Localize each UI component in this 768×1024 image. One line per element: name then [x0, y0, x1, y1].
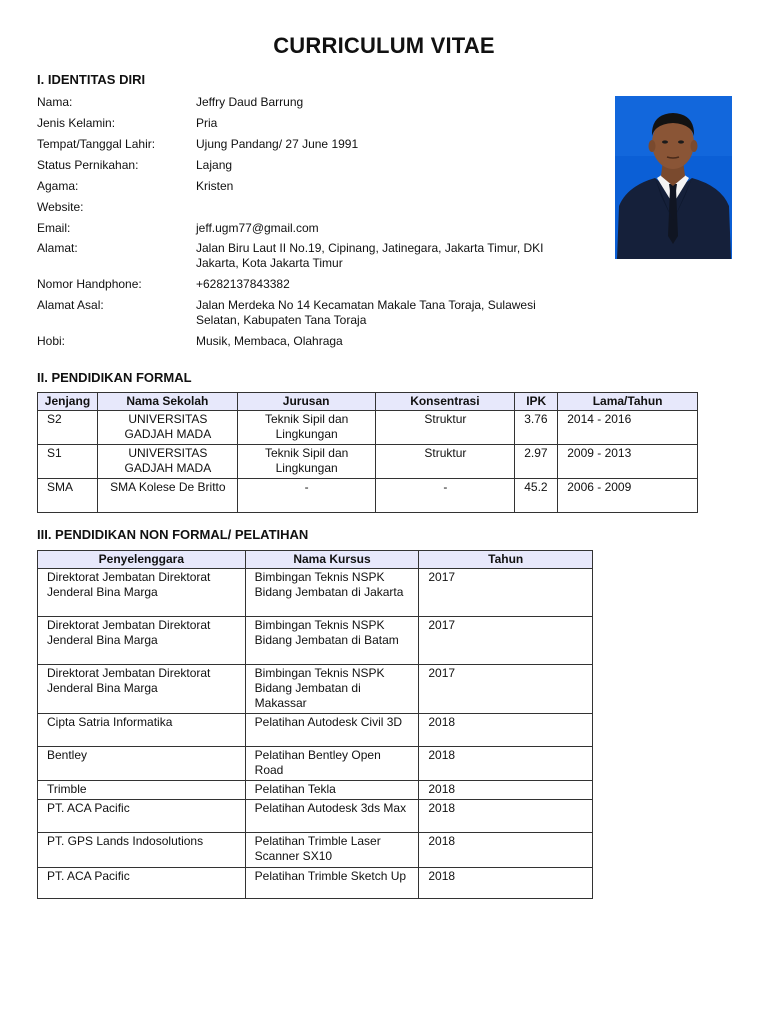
cell-nama-kursus: Pelatihan Autodesk 3ds Max: [245, 800, 419, 833]
cell-nama-kursus: Pelatihan Tekla: [245, 781, 419, 800]
cell-lama-tahun: 2006 - 2009: [558, 479, 698, 513]
column-header-nama-sekolah: Nama Sekolah: [97, 393, 237, 411]
value-tempat-tanggal-lahir: Ujung Pandang/ 27 June 1991: [196, 137, 359, 151]
label-alamat-asal: Alamat Asal:: [37, 298, 104, 312]
label-tempat-tanggal-lahir: Tempat/Tanggal Lahir:: [37, 137, 156, 151]
column-header-nama-kursus: Nama Kursus: [245, 551, 419, 569]
cell-nama-sekolah: SMA Kolese De Britto: [97, 479, 237, 513]
cell-nama-sekolah: UNIVERSITAS GADJAH MADA: [97, 411, 237, 445]
cell-tahun: 2018: [419, 833, 593, 868]
cell-penyelenggara: PT. ACA Pacific: [38, 800, 246, 833]
table-header-row: [38, 393, 698, 411]
value-nomor-handphone: +6282137843382: [196, 277, 290, 291]
column-header-jenjang: Jenjang: [38, 393, 98, 411]
formal-education-table: [37, 392, 698, 513]
table-row: [38, 479, 698, 513]
label-nama: Nama:: [37, 95, 73, 109]
table-row: [38, 665, 593, 714]
cell-penyelenggara: PT. ACA Pacific: [38, 868, 246, 899]
label-agama: Agama:: [37, 179, 79, 193]
column-header-konsentrasi: Konsentrasi: [375, 393, 515, 411]
label-alamat: Alamat:: [37, 241, 78, 255]
table-row: [38, 868, 593, 899]
cell-jenjang: SMA: [38, 479, 98, 513]
column-header-ipk: IPK: [515, 393, 558, 411]
value-status-pernikahan: Lajang: [196, 158, 233, 172]
profile-photo: [615, 96, 732, 259]
column-header-lama-tahun: Lama/Tahun: [558, 393, 698, 411]
label-jenis-kelamin: Jenis Kelamin:: [37, 116, 116, 130]
label-status-pernikahan: Status Pernikahan:: [37, 158, 139, 172]
cell-jurusan: -: [237, 479, 375, 513]
cell-nama-kursus: Pelatihan Autodesk Civil 3D: [245, 714, 419, 747]
table-row: [38, 411, 698, 445]
cell-nama-kursus: Bimbingan Teknis NSPK Bidang Jembatan di Makassar: [245, 665, 419, 714]
table-row: [38, 747, 593, 781]
cell-tahun: 2017: [419, 665, 593, 714]
table-row: [38, 445, 698, 479]
cell-konsentrasi: Struktur: [375, 411, 515, 445]
value-jenis-kelamin: Pria: [196, 116, 218, 130]
cell-nama-kursus: Bimbingan Teknis NSPK Bidang Jembatan di Batam: [245, 617, 419, 665]
cell-jenjang: S1: [38, 445, 98, 479]
table-row: [38, 800, 593, 833]
section-identitas-heading: I. IDENTITAS DIRI: [37, 72, 146, 87]
cell-penyelenggara: Direktorat Jembatan Direktorat Jenderal Bina Marga: [38, 617, 246, 665]
cell-ipk: 2.97: [515, 445, 558, 479]
cell-penyelenggara: Direktorat Jembatan Direktorat Jenderal Bina Marga: [38, 665, 246, 714]
cell-penyelenggara: Cipta Satria Informatika: [38, 714, 246, 747]
training-table: [37, 550, 593, 899]
value-email: jeff.ugm77@gmail.com: [196, 221, 319, 235]
cell-ipk: 45.2: [515, 479, 558, 513]
label-website: Website:: [37, 200, 84, 214]
cell-tahun: 2017: [419, 617, 593, 665]
cell-penyelenggara: PT. GPS Lands Indosolutions: [38, 833, 246, 868]
cell-tahun: 2018: [419, 781, 593, 800]
section-nonformal-heading: III. PENDIDIKAN NON FORMAL/ PELATIHAN: [37, 527, 309, 542]
value-hobi: Musik, Membaca, Olahraga: [196, 334, 343, 348]
cell-tahun: 2018: [419, 868, 593, 899]
column-header-penyelenggara: Penyelenggara: [38, 551, 246, 569]
profile-photo-illustration: [615, 96, 732, 259]
table-header-row: [38, 551, 593, 569]
cell-nama-kursus: Bimbingan Teknis NSPK Bidang Jembatan di Jakarta: [245, 569, 419, 617]
cell-jurusan: Teknik Sipil dan Lingkungan: [237, 411, 375, 445]
cell-tahun: 2018: [419, 714, 593, 747]
cell-jenjang: S2: [38, 411, 98, 445]
document-title: CURRICULUM VITAE: [273, 33, 495, 58]
value-alamat: Jalan Biru Laut II No.19, Cipinang, Jatinegara, Jakarta Timur, DKI Jakarta, Kota Jakarta Timur: [196, 241, 544, 270]
cell-tahun: 2017: [419, 569, 593, 617]
label-email: Email:: [37, 221, 71, 235]
cell-konsentrasi: Struktur: [375, 445, 515, 479]
value-alamat-asal: Jalan Merdeka No 14 Kecamatan Makale Tana Toraja, Sulawesi Selatan, Kabupaten Tana Toraja: [196, 298, 536, 327]
cell-nama-kursus: Pelatihan Trimble Laser Scanner SX10: [245, 833, 419, 868]
column-header-tahun: Tahun: [419, 551, 593, 569]
cell-penyelenggara: Trimble: [38, 781, 246, 800]
table-row: [38, 569, 593, 617]
cell-lama-tahun: 2014 - 2016: [558, 411, 698, 445]
cell-tahun: 2018: [419, 800, 593, 833]
table-row: [38, 714, 593, 747]
cell-nama-kursus: Pelatihan Bentley Open Road: [245, 747, 419, 781]
cell-lama-tahun: 2009 - 2013: [558, 445, 698, 479]
section-formal-heading: II. PENDIDIKAN FORMAL: [37, 370, 192, 385]
label-nomor-handphone: Nomor Handphone:: [37, 277, 142, 291]
cell-nama-sekolah: UNIVERSITAS GADJAH MADA: [97, 445, 237, 479]
cell-tahun: 2018: [419, 747, 593, 781]
table-row: [38, 617, 593, 665]
value-agama: Kristen: [196, 179, 234, 193]
cell-jurusan: Teknik Sipil dan Lingkungan: [237, 445, 375, 479]
column-header-jurusan: Jurusan: [237, 393, 375, 411]
table-row: [38, 833, 593, 868]
cell-konsentrasi: -: [375, 479, 515, 513]
cell-nama-kursus: Pelatihan Trimble Sketch Up: [245, 868, 419, 899]
table-row: [38, 781, 593, 800]
label-hobi: Hobi:: [37, 334, 66, 348]
cell-ipk: 3.76: [515, 411, 558, 445]
value-nama: Jeffry Daud Barrung: [196, 95, 304, 109]
cell-penyelenggara: Direktorat Jembatan Direktorat Jenderal Bina Marga: [38, 569, 246, 617]
cell-penyelenggara: Bentley: [38, 747, 246, 781]
